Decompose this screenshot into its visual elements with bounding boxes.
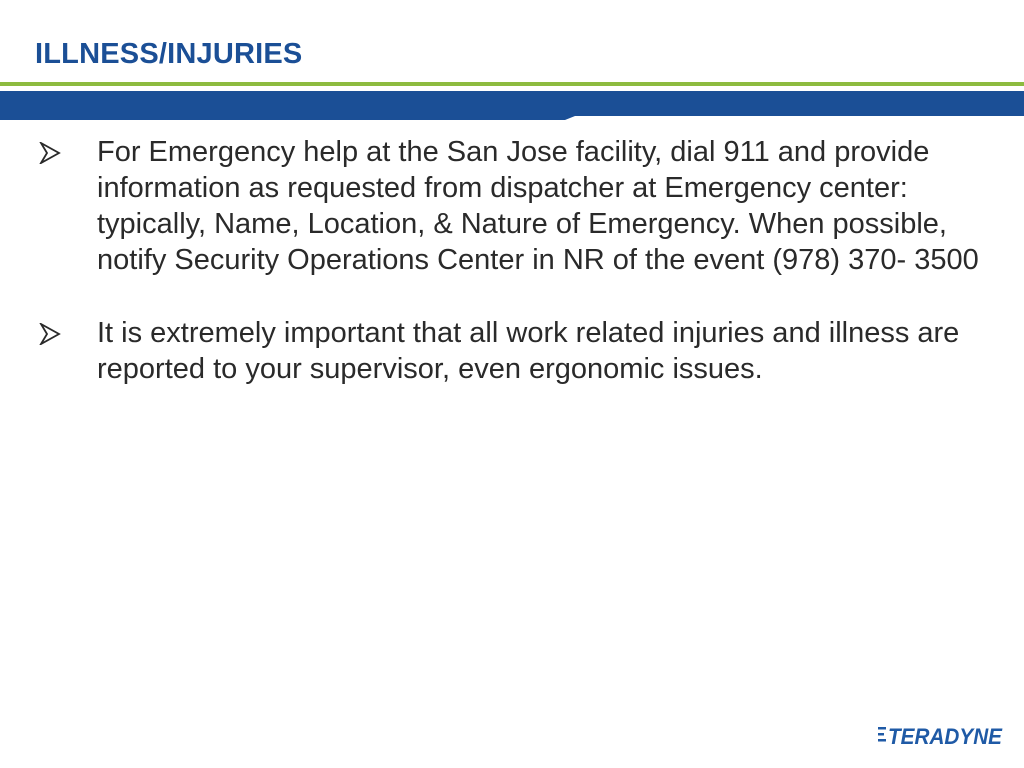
header-blue-band bbox=[0, 91, 1024, 120]
bullet-item-reporting bbox=[35, 315, 995, 387]
bullet-item-emergency bbox=[35, 134, 995, 278]
bullet-text-reporting: It is extremely important that all work related injuries and illness are reported to your supervisor, even ergonomic issues. bbox=[97, 317, 960, 385]
logo-speed-lines bbox=[878, 727, 886, 742]
svg-text:TERADYNE: TERADYNE bbox=[888, 724, 1004, 749]
slide-title: ILLNESS/INJURIES bbox=[35, 38, 303, 70]
bullet-text-emergency: For Emergency help at the San Jose facility, dial 911 and provide information as requested from dispatcher at Emergency center: typically, Name, Location, & Nature of Emergency. When possible, notify Security Operations Center in NR of the event (978) 370- 3500 bbox=[97, 136, 979, 276]
arrowhead-bullet-icon bbox=[39, 323, 61, 345]
header-green-line bbox=[0, 82, 1024, 86]
arrowhead-bullet-icon bbox=[39, 142, 61, 164]
bullet-list bbox=[35, 134, 995, 387]
header-band bbox=[0, 82, 1024, 122]
teradyne-logo bbox=[878, 722, 1004, 750]
